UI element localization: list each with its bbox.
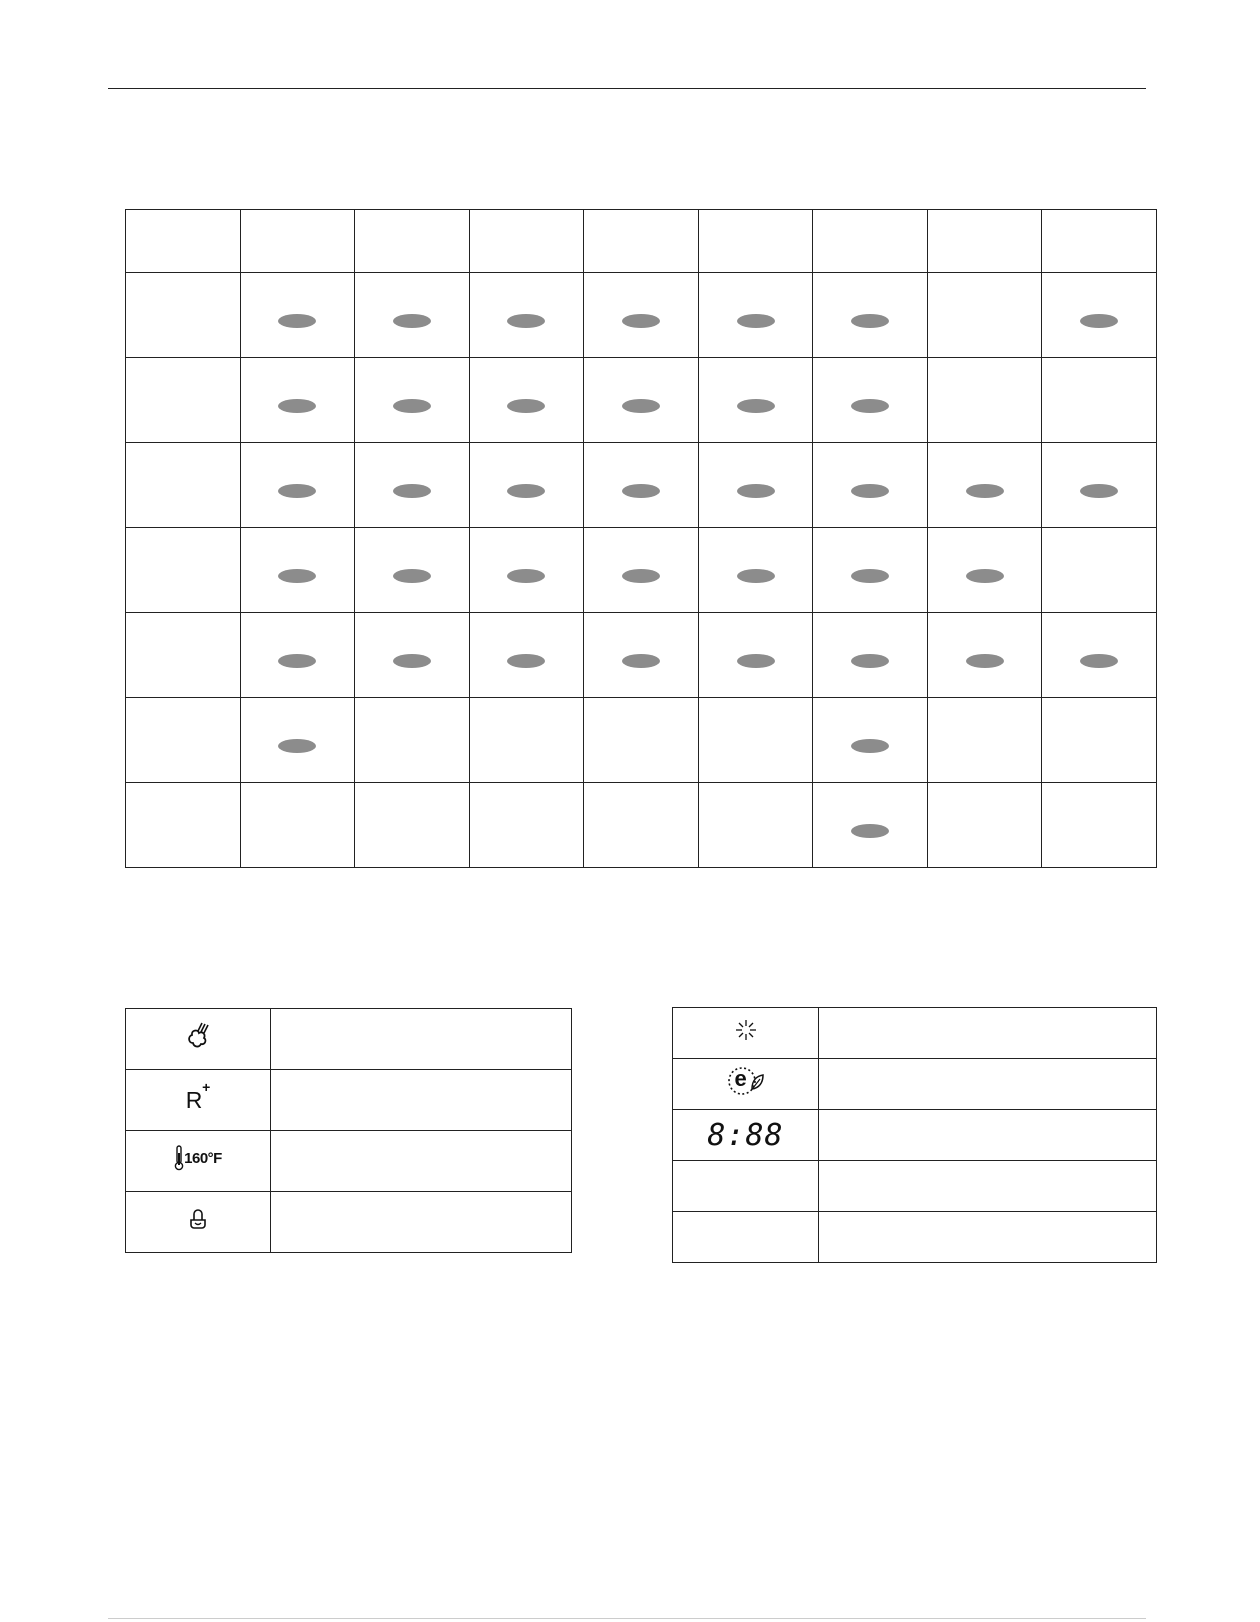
matrix-row <box>126 528 1157 613</box>
steam-icon <box>185 1021 211 1051</box>
thermometer-icon <box>174 1145 184 1171</box>
legend-row <box>126 1131 572 1192</box>
matrix-cell <box>927 783 1042 868</box>
indicator-dot <box>278 484 316 498</box>
matrix-cell <box>698 613 813 698</box>
legend-row <box>673 1212 1157 1263</box>
matrix-cell <box>240 273 355 358</box>
legend-icon-cell <box>673 1008 819 1059</box>
indicator-dot <box>737 314 775 328</box>
legend-icon-cell <box>673 1212 819 1263</box>
indicator-dot <box>622 569 660 583</box>
indicator-dot <box>1080 314 1118 328</box>
rinse-plus-letter: R <box>185 1086 203 1113</box>
indicator-dot <box>622 314 660 328</box>
matrix-row-label-cell <box>126 528 241 613</box>
indicator-dot <box>622 654 660 668</box>
matrix-cell <box>813 528 928 613</box>
rinse-plus-sign: + <box>202 1078 211 1095</box>
matrix-cell <box>813 273 928 358</box>
legend-description <box>819 1212 1157 1263</box>
eco-letter: e <box>734 1066 747 1091</box>
matrix-cell <box>240 613 355 698</box>
matrix-row-label-cell <box>126 783 241 868</box>
matrix-row-label-cell <box>126 443 241 528</box>
matrix-header-cell <box>584 210 699 273</box>
matrix-cell <box>698 358 813 443</box>
matrix-row <box>126 443 1157 528</box>
matrix-cell <box>469 443 584 528</box>
indicator-dot <box>1080 654 1118 668</box>
sanitize-temperature-label: 160°F <box>184 1149 222 1167</box>
indicator-dot <box>851 484 889 498</box>
matrix-cell <box>240 698 355 783</box>
matrix-header-cell <box>355 210 470 273</box>
matrix-cell <box>355 273 470 358</box>
legend-icon-cell <box>673 1059 819 1110</box>
icon-legend-left <box>125 1008 572 1253</box>
legend-row <box>126 1009 572 1070</box>
indicator-dot <box>851 824 889 838</box>
matrix-cell <box>240 358 355 443</box>
legend-description <box>271 1131 572 1192</box>
matrix-cell <box>355 528 470 613</box>
indicator-dot <box>851 739 889 753</box>
matrix-cell <box>584 528 699 613</box>
legend-icon-cell <box>126 1009 271 1070</box>
matrix-row <box>126 783 1157 868</box>
legend-icon-cell <box>673 1161 819 1212</box>
matrix-cell <box>1042 528 1157 613</box>
legend-row <box>673 1161 1157 1212</box>
indicator-dot <box>278 739 316 753</box>
matrix-cell <box>1042 698 1157 783</box>
legend-description <box>271 1070 572 1131</box>
matrix-cell <box>813 443 928 528</box>
indicator-dot <box>737 654 775 668</box>
matrix-cell <box>1042 358 1157 443</box>
legend-icon-cell <box>126 1192 271 1253</box>
indicator-dot <box>507 484 545 498</box>
indicator-dot <box>393 654 431 668</box>
rinse-plus-icon <box>185 1078 211 1114</box>
matrix-cell <box>469 783 584 868</box>
matrix-header-cell <box>813 210 928 273</box>
indicator-dot <box>851 654 889 668</box>
indicator-dot <box>278 654 316 668</box>
matrix-cell <box>698 528 813 613</box>
matrix-cell <box>355 443 470 528</box>
matrix-cell <box>469 273 584 358</box>
matrix-row <box>126 358 1157 443</box>
bottom-rule <box>108 1618 1146 1619</box>
matrix-cell <box>813 358 928 443</box>
indicator-dot <box>393 399 431 413</box>
indicator-dot <box>278 399 316 413</box>
matrix-cell <box>1042 783 1157 868</box>
matrix-cell <box>355 783 470 868</box>
matrix-header-cell <box>240 210 355 273</box>
matrix-cell <box>927 613 1042 698</box>
eco-leaf-icon <box>726 1065 766 1097</box>
indicator-dot <box>622 484 660 498</box>
matrix-header-cell <box>469 210 584 273</box>
matrix-cell <box>584 783 699 868</box>
matrix-cell <box>469 613 584 698</box>
matrix-cell <box>355 358 470 443</box>
indicator-dot <box>622 399 660 413</box>
legend-icon-cell <box>673 1110 819 1161</box>
indicator-dot <box>393 569 431 583</box>
indicator-dot <box>966 654 1004 668</box>
matrix-cell <box>698 443 813 528</box>
legend-row <box>673 1059 1157 1110</box>
legend-description <box>271 1009 572 1070</box>
matrix-row <box>126 273 1157 358</box>
indicator-dot <box>278 314 316 328</box>
legend-description <box>271 1192 572 1253</box>
matrix-cell <box>927 528 1042 613</box>
legend-row <box>126 1192 572 1253</box>
matrix-cell <box>240 528 355 613</box>
top-rule <box>108 88 1146 89</box>
matrix-cell <box>584 613 699 698</box>
indicator-dot <box>507 654 545 668</box>
indicator-dot <box>507 569 545 583</box>
matrix-header-cell <box>126 210 241 273</box>
matrix-row-label-cell <box>126 613 241 698</box>
matrix-header-row <box>126 210 1157 273</box>
matrix-cell <box>584 273 699 358</box>
child-lock-icon <box>188 1208 208 1230</box>
matrix-row-label-cell <box>126 273 241 358</box>
matrix-cell <box>813 613 928 698</box>
indicator-dot <box>393 314 431 328</box>
indicator-dot <box>1080 484 1118 498</box>
icon-legend-right <box>672 1007 1157 1263</box>
matrix-cell <box>469 528 584 613</box>
sanitize-160f-icon <box>174 1145 222 1171</box>
indicator-dot <box>507 399 545 413</box>
matrix-cell <box>1042 613 1157 698</box>
matrix-cell <box>240 783 355 868</box>
indicator-dot <box>278 569 316 583</box>
matrix-cell <box>584 358 699 443</box>
legend-description <box>819 1110 1157 1161</box>
matrix-cell <box>584 443 699 528</box>
sparkle-icon <box>734 1018 758 1042</box>
indicator-dot <box>507 314 545 328</box>
matrix-header-cell <box>1042 210 1157 273</box>
matrix-row <box>126 698 1157 783</box>
legend-description <box>819 1059 1157 1110</box>
matrix-cell <box>698 273 813 358</box>
matrix-cell <box>927 443 1042 528</box>
matrix-cell <box>240 443 355 528</box>
indicator-dot <box>393 484 431 498</box>
matrix-cell <box>698 698 813 783</box>
matrix-cell <box>698 783 813 868</box>
matrix-cell <box>1042 443 1157 528</box>
indicator-dot <box>966 484 1004 498</box>
matrix-cell <box>584 698 699 783</box>
matrix-cell <box>1042 273 1157 358</box>
matrix-header-cell <box>927 210 1042 273</box>
matrix-cell <box>469 698 584 783</box>
indicator-dot <box>966 569 1004 583</box>
indicator-dot <box>851 399 889 413</box>
matrix-row-label-cell <box>126 698 241 783</box>
indicator-dot <box>851 569 889 583</box>
legend-description <box>819 1161 1157 1212</box>
indicator-dot <box>737 569 775 583</box>
matrix-cell <box>927 358 1042 443</box>
indicator-dot <box>737 484 775 498</box>
matrix-cell <box>927 273 1042 358</box>
matrix-cell <box>355 613 470 698</box>
matrix-header-cell <box>698 210 813 273</box>
legend-icon-cell <box>126 1131 271 1192</box>
legend-description <box>819 1008 1157 1059</box>
cycle-option-matrix <box>125 209 1157 868</box>
matrix-cell <box>469 358 584 443</box>
matrix-row <box>126 613 1157 698</box>
legend-icon-cell <box>126 1070 271 1131</box>
matrix-cell <box>813 783 928 868</box>
legend-row <box>673 1008 1157 1059</box>
matrix-cell <box>927 698 1042 783</box>
digital-display-icon: 8:88 <box>707 1117 784 1153</box>
indicator-dot <box>737 399 775 413</box>
matrix-cell <box>355 698 470 783</box>
legend-row <box>126 1070 572 1131</box>
indicator-dot <box>851 314 889 328</box>
matrix-row-label-cell <box>126 358 241 443</box>
matrix-cell <box>813 698 928 783</box>
legend-row <box>673 1110 1157 1161</box>
